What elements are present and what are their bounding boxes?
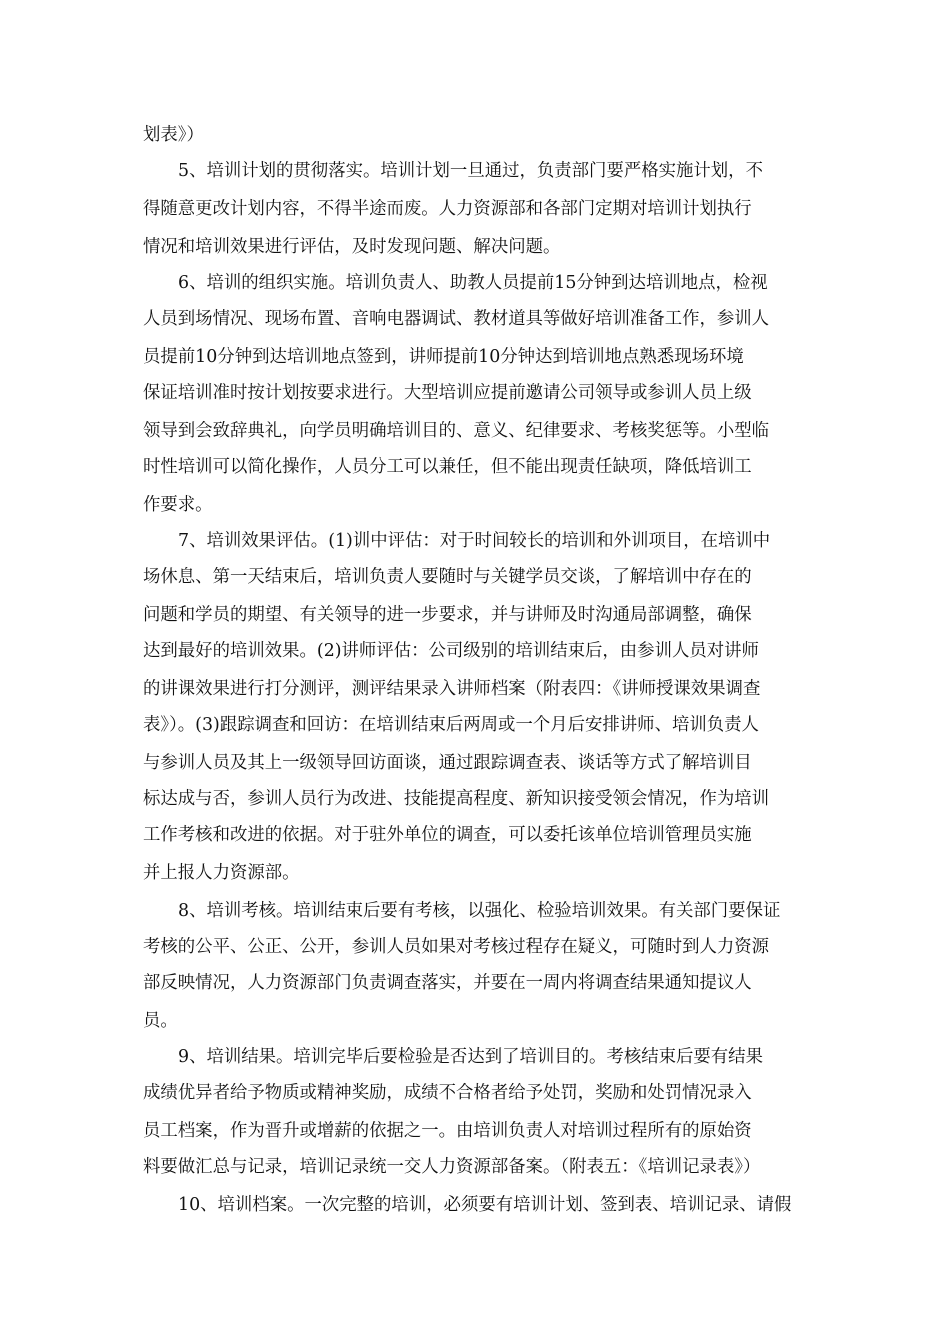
text-line: 工作考核和改进的依据。对于驻外单位的调查，可以委托该单位培训管理员实施	[143, 825, 752, 845]
paragraph-9-start: 9、培训结果。培训完毕后要检验是否达到了培训目的。考核结束后要有结果	[178, 1047, 763, 1067]
text-line: 保证培训准时按计划按要求进行。大型培训应提前邀请公司领导或参训人员上级	[143, 383, 752, 403]
text-line: 划表》）	[143, 125, 204, 145]
text-line: 员工档案，作为晋升或增薪的依据之一。由培训负责人对培训过程所有的原始资	[143, 1121, 752, 1141]
text-line: 标达成与否，参训人员行为改进、技能提高程度、新知识接受领会情况，作为培训	[143, 789, 770, 809]
text-line: 表》）。(3)跟踪调查和回访：在培训结束后两周或一个月后安排讲师、培训负责人	[143, 715, 759, 735]
text-line: 情况和培训效果进行评估，及时发现问题、解决问题。	[143, 237, 561, 257]
paragraph-8-start: 8、培训考核。培训结束后要有考核，以强化、检验培训效果。有关部门要保证	[178, 901, 781, 921]
text-line: 成绩优异者给予物质或精神奖励，成绩不合格者给予处罚，奖励和处罚情况录入	[143, 1083, 752, 1103]
text-line: 得随意更改计划内容，不得半途而废。人力资源部和各部门定期对培训计划执行	[143, 199, 752, 219]
text-line: 达到最好的培训效果。(2)讲师评估：公司级别的培训结束后，由参训人员对讲师	[143, 641, 759, 661]
paragraph-10-start: 10、培训档案。一次完整的培训，必须要有培训计划、签到表、培训记录、请假	[178, 1195, 792, 1215]
text-line: 问题和学员的期望、有关领导的进一步要求，并与讲师及时沟通局部调整，确保	[143, 605, 752, 625]
text-line: 作要求。	[143, 495, 213, 515]
text-line: 的讲课效果进行打分测评，测评结果录入讲师档案（附表四：《讲师授课效果调查	[143, 679, 761, 699]
text-line: 与参训人员及其上一级领导回访面谈，通过跟踪调查表、谈话等方式了解培训目	[143, 753, 752, 773]
text-line: 部反映情况，人力资源部门负责调查落实，并要在一周内将调查结果通知提议人	[143, 973, 752, 993]
text-line: 料要做汇总与记录，培训记录统一交人力资源部备案。（附表五：《培训记录表》）	[143, 1157, 761, 1177]
text-line: 员。	[143, 1011, 178, 1031]
paragraph-6-start: 6、培训的组织实施。培训负责人、助教人员提前15分钟到达培训地点，检视	[178, 273, 768, 293]
text-line: 场休息、第一天结束后，培训负责人要随时与关键学员交谈，了解培训中存在的	[143, 567, 752, 587]
text-line: 时性培训可以简化操作，人员分工可以兼任，但不能出现责任缺项，降低培训工	[143, 457, 752, 477]
paragraph-7-start: 7、培训效果评估。(1)训中评估：对于时间较长的培训和外训项目，在培训中	[178, 531, 771, 551]
paragraph-5-start: 5、培训计划的贯彻落实。培训计划一旦通过，负责部门要严格实施计划，不	[178, 161, 763, 181]
text-line: 人员到场情况、现场布置、音响电器调试、教材道具等做好培训准备工作，参训人	[143, 309, 770, 329]
text-line: 领导到会致辞典礼，向学员明确培训目的、意义、纪律要求、考核奖惩等。小型临	[143, 421, 770, 441]
text-line: 并上报人力资源部。	[143, 863, 300, 883]
text-line: 考核的公平、公正、公开，参训人员如果对考核过程存在疑义，可随时到人力资源	[143, 937, 770, 957]
text-line: 员提前10分钟到达培训地点签到，讲师提前10分钟达到培训地点熟悉现场环境	[143, 347, 744, 367]
